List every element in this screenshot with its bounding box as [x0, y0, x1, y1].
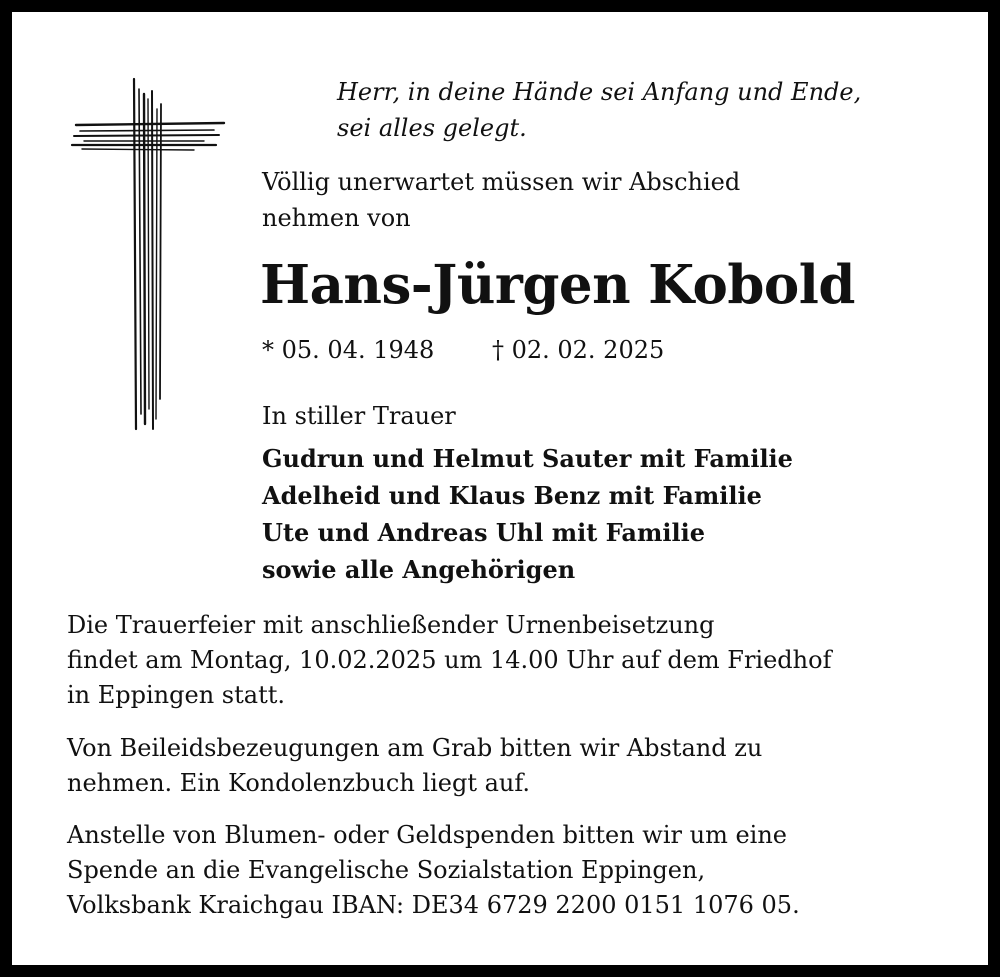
paragraph-line: Anstelle von Blumen- oder Geldspenden bitten wir um eine: [67, 821, 787, 849]
mourner-item: Adelheid und Klaus Benz mit Familie: [262, 481, 762, 510]
intro-line: Völlig unerwartet müssen wir Abschied: [262, 168, 741, 196]
paragraph-line: Spende an die Evangelische Sozialstation Eppingen,: [67, 856, 706, 884]
condolence-paragraph: [67, 731, 967, 801]
paragraph-line: Die Trauerfeier mit anschließender Urnenbeisetzung: [67, 611, 715, 639]
quote-line: Herr, in deine Hände sei Anfang und Ende,: [337, 78, 862, 106]
paragraph-line: in Eppingen statt.: [67, 681, 285, 709]
mourning-label: In stiller Trauer: [262, 402, 456, 430]
intro-text: [262, 164, 740, 236]
mourner-item: Ute und Andreas Uhl mit Familie: [262, 518, 705, 547]
mourners-list: [262, 440, 793, 588]
mourner-item: Gudrun und Helmut Sauter mit Familie: [262, 444, 793, 473]
birth-date: * 05. 04. 1948: [262, 336, 435, 364]
cross-icon: [64, 69, 229, 439]
paragraph-line: Von Beileidsbezeugungen am Grab bitten wir Abstand zu: [67, 734, 763, 762]
mourner-item: sowie alle Angehörigen: [262, 555, 576, 584]
quote-line: sei alles gelegt.: [337, 114, 527, 142]
paragraph-line: findet am Montag, 10.02.2025 um 14.00 Uhr auf dem Friedhof: [67, 646, 832, 674]
paragraph-line: nehmen. Ein Kondolenzbuch liegt auf.: [67, 769, 531, 797]
deceased-name: Hans-Jürgen Kobold: [260, 254, 855, 316]
intro-line: nehmen von: [262, 204, 411, 232]
funeral-paragraph: [67, 608, 967, 713]
donation-paragraph: [67, 818, 967, 923]
life-dates: [262, 332, 664, 368]
paragraph-line: Volksbank Kraichgau IBAN: DE34 6729 2200 0151 1076 05.: [67, 891, 800, 919]
bible-quote: [337, 74, 977, 146]
death-date: † 02. 02. 2025: [491, 336, 665, 364]
